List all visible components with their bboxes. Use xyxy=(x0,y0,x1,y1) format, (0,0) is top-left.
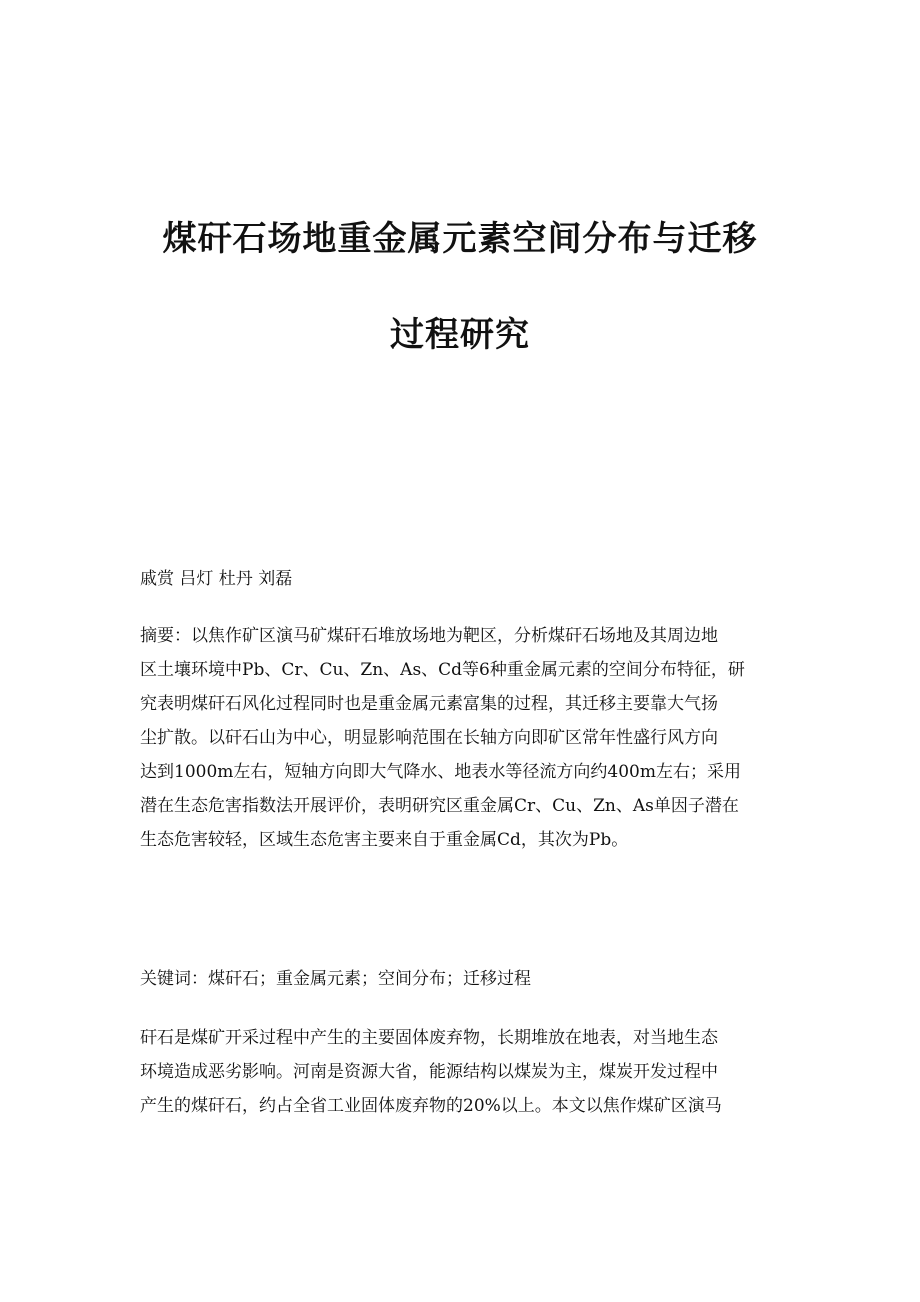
authors: 戚赏 吕灯 杜丹 刘磊 xyxy=(140,569,293,589)
intro-line: 产生的煤矸石，约占全省工业固体废弃物的20%以上。本文以焦作煤矿区演马 xyxy=(140,1096,722,1116)
intro-line: 矸石是煤矿开采过程中产生的主要固体废弃物，长期堆放在地表，对当地生态 xyxy=(140,1028,718,1048)
title-line-1: 煤矸石场地重金属元素空间分布与迁移 xyxy=(162,219,758,259)
title-line-2: 过程研究 xyxy=(390,315,530,355)
abstract-line: 达到1000m左右，短轴方向即大气降水、地表水等径流方向约400m左右；采用 xyxy=(140,762,741,782)
abstract-line: 潜在生态危害指数法开展评价，表明研究区重金属Cr、Cu、Zn、As单因子潜在 xyxy=(140,796,739,816)
abstract-line: 尘扩散。以矸石山为中心，明显影响范围在长轴方向即矿区常年性盛行风方向 xyxy=(140,728,718,748)
keywords: 关键词：煤矸石；重金属元素；空间分布；迁移过程 xyxy=(140,969,531,989)
abstract-line: 生态危害较轻，区域生态危害主要来自于重金属Cd，其次为Pb。 xyxy=(140,830,629,850)
abstract-line: 究表明煤矸石风化过程同时也是重金属元素富集的过程，其迁移主要靠大气扬 xyxy=(140,694,718,714)
abstract-line: 摘要：以焦作矿区演马矿煤矸石堆放场地为靶区，分析煤矸石场地及其周边地 xyxy=(140,626,718,646)
abstract-line: 区土壤环境中Pb、Cr、Cu、Zn、As、Cd等6种重金属元素的空间分布特征，研 xyxy=(140,660,745,680)
intro-line: 环境造成恶劣影响。河南是资源大省，能源结构以煤炭为主，煤炭开发过程中 xyxy=(140,1062,718,1082)
intro-paragraph xyxy=(140,1021,780,1123)
abstract xyxy=(140,619,780,857)
